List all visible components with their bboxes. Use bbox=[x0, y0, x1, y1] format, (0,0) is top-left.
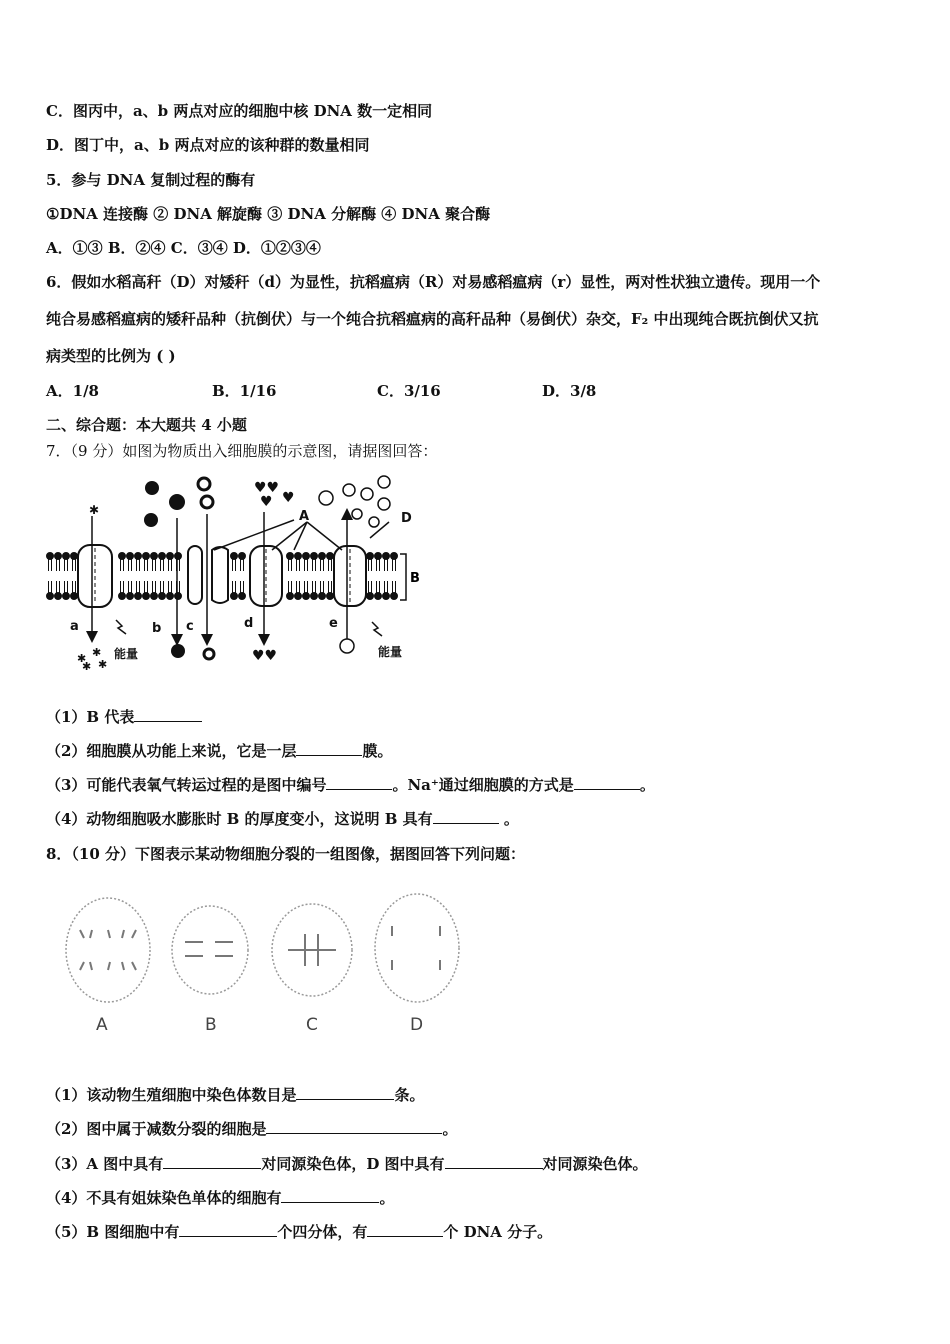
q8-sub4-blank[interactable] bbox=[281, 1188, 379, 1203]
q7-sub3-mid: 。Na⁺通过细胞膜的方式是 bbox=[392, 776, 574, 794]
q8-sub5-mid: 个四分体，有 bbox=[277, 1223, 368, 1241]
q7-sub2-blank[interactable] bbox=[296, 741, 362, 756]
q8-stem: 8．（10 分）下图表示某动物细胞分裂的一组图像，据图回答下列问题： bbox=[46, 845, 526, 863]
q8-sub3-mid: 对同源染色体，D 图中具有 bbox=[261, 1155, 445, 1173]
svg-text:♥: ♥ bbox=[260, 494, 273, 510]
label-cell-C: C bbox=[306, 1015, 318, 1035]
protein-d bbox=[250, 546, 282, 606]
q8-sub3-tail: 对同源染色体。 bbox=[542, 1155, 648, 1173]
q6-option-b: B．1/16 bbox=[212, 382, 277, 400]
q6-stem-line1: 6．假如水稻高秆（D）对矮秆（d）为显性，抗稻瘟病（R）对易感稻瘟病（r）显性，两对性状独立遗传。现用一个 bbox=[46, 273, 821, 291]
q7-sub2-tail: 膜。 bbox=[362, 742, 393, 760]
q8-sub2-tail: 。 bbox=[442, 1120, 458, 1138]
label-cell-A: A bbox=[96, 1015, 108, 1035]
q5-stem: 5．参与 DNA 复制过程的酶有 bbox=[46, 171, 256, 189]
label-e: e bbox=[329, 616, 338, 631]
protein-c-right bbox=[212, 547, 228, 603]
svg-text:✱: ✱ bbox=[92, 646, 102, 659]
cell-A bbox=[66, 898, 150, 1002]
q6-stem-line3: 病类型的比例为 ( ) bbox=[46, 347, 176, 365]
label-D: D bbox=[401, 511, 412, 526]
q8-sub1-text: （1）该动物生殖细胞中染色体数目是 bbox=[46, 1086, 297, 1104]
q7-sub2-text: （2）细胞膜从功能上来说，它是一层 bbox=[46, 742, 297, 760]
svg-text:♥: ♥ bbox=[282, 490, 295, 506]
q7-stem: 7．（9 分）如图为物质出入细胞膜的示意图，请据图回答： bbox=[46, 442, 438, 460]
svg-text:✱: ✱ bbox=[82, 660, 92, 670]
q8-sub3-blank-1[interactable] bbox=[163, 1154, 261, 1169]
q7-sub3-text: （3）可能代表氧气转运过程的是图中编号 bbox=[46, 776, 327, 794]
q7-sub3-tail: 。 bbox=[639, 776, 655, 794]
q7-sub4 bbox=[46, 809, 519, 829]
q8-sub5 bbox=[46, 1222, 552, 1242]
q7-sub3-blank-1[interactable] bbox=[326, 775, 392, 790]
label-B: B bbox=[410, 571, 420, 586]
q6-stem-line2: 纯合易感稻瘟病的矮秆品种（抗倒伏）与一个纯合抗稻瘟病的高秆品种（易倒伏）杂交，F₂ 中出现纯合既抗倒伏又抗 bbox=[46, 310, 819, 328]
q7-sub4-tail: 。 bbox=[498, 810, 519, 828]
label-cell-B: B bbox=[205, 1015, 217, 1035]
q8-sub2 bbox=[46, 1119, 457, 1139]
q7-sub1-text: （1）B 代表 bbox=[46, 708, 135, 726]
q8-sub5-blank-2[interactable] bbox=[367, 1222, 443, 1237]
q8-sub1-blank[interactable] bbox=[296, 1085, 394, 1100]
q7-sub4-text: （4）动物细胞吸水膨胀时 B 的厚度变小，这说明 B 具有 bbox=[46, 810, 433, 828]
q4-option-d: D．图丁中，a、b 两点对应的该种群的数量相同 bbox=[46, 136, 370, 154]
svg-text:✱: ✱ bbox=[98, 658, 108, 670]
label-a: a bbox=[70, 619, 79, 634]
label-d: d bbox=[244, 616, 254, 631]
q8-sub4-tail: 。 bbox=[379, 1189, 395, 1207]
section-heading: 二、综合题：本大题共 4 小题 bbox=[46, 416, 247, 434]
q7-sub3-blank-2[interactable] bbox=[574, 775, 640, 790]
q5-items: ①DNA 连接酶 ② DNA 解旋酶 ③ DNA 分解酶 ④ DNA 聚合酶 bbox=[46, 205, 491, 223]
q4-option-c: C．图丙中，a、b 两点对应的细胞中核 DNA 数一定相同 bbox=[46, 102, 433, 120]
protein-c-left bbox=[188, 546, 202, 604]
q7-sub1-blank[interactable] bbox=[134, 707, 202, 722]
q7-sub1 bbox=[46, 707, 202, 727]
membrane-transport-figure bbox=[44, 472, 424, 670]
q8-sub5-tail: 个 DNA 分子。 bbox=[443, 1223, 553, 1241]
q7-sub2 bbox=[46, 741, 392, 761]
q6-option-d: D．3/8 bbox=[542, 382, 597, 400]
q8-sub5-text: （5）B 图细胞中有 bbox=[46, 1223, 180, 1241]
q5-options: A．①③ B．②④ C．③④ D．①②③④ bbox=[46, 239, 321, 257]
label-cell-D: D bbox=[410, 1015, 424, 1035]
q6-option-a: A．1/8 bbox=[46, 382, 99, 400]
svg-text:♥♥: ♥♥ bbox=[252, 648, 278, 664]
q8-sub4-text: （4）不具有姐妹染色单体的细胞有 bbox=[46, 1189, 282, 1207]
q7-sub4-blank[interactable] bbox=[433, 809, 499, 824]
q8-sub3 bbox=[46, 1154, 648, 1174]
label-c: c bbox=[186, 619, 194, 634]
q8-sub3-text: （3）A 图中具有 bbox=[46, 1155, 164, 1173]
q8-sub5-blank-1[interactable] bbox=[179, 1222, 277, 1237]
svg-text:♥♥: ♥♥ bbox=[254, 480, 280, 496]
label-A: A bbox=[299, 509, 310, 524]
svg-text:✱: ✱ bbox=[77, 652, 87, 665]
q8-sub3-blank-2[interactable] bbox=[445, 1154, 543, 1169]
cell-B bbox=[172, 906, 248, 994]
q8-sub4 bbox=[46, 1188, 394, 1208]
cell-division-figure bbox=[60, 890, 460, 1040]
q6-option-c: C．3/16 bbox=[377, 382, 441, 400]
label-b: b bbox=[152, 621, 162, 636]
protein-e bbox=[334, 546, 366, 606]
q8-sub2-text: （2）图中属于减数分裂的细胞是 bbox=[46, 1120, 267, 1138]
svg-text:✱: ✱ bbox=[89, 503, 100, 517]
q8-sub1-tail: 条。 bbox=[394, 1086, 425, 1104]
q8-sub1 bbox=[46, 1085, 424, 1105]
q8-sub2-blank[interactable] bbox=[266, 1119, 442, 1134]
q7-sub3 bbox=[46, 775, 655, 795]
label-energy-2: 能量 bbox=[378, 645, 403, 659]
cell-D bbox=[375, 894, 459, 1002]
label-energy-1: 能量 bbox=[114, 647, 139, 661]
